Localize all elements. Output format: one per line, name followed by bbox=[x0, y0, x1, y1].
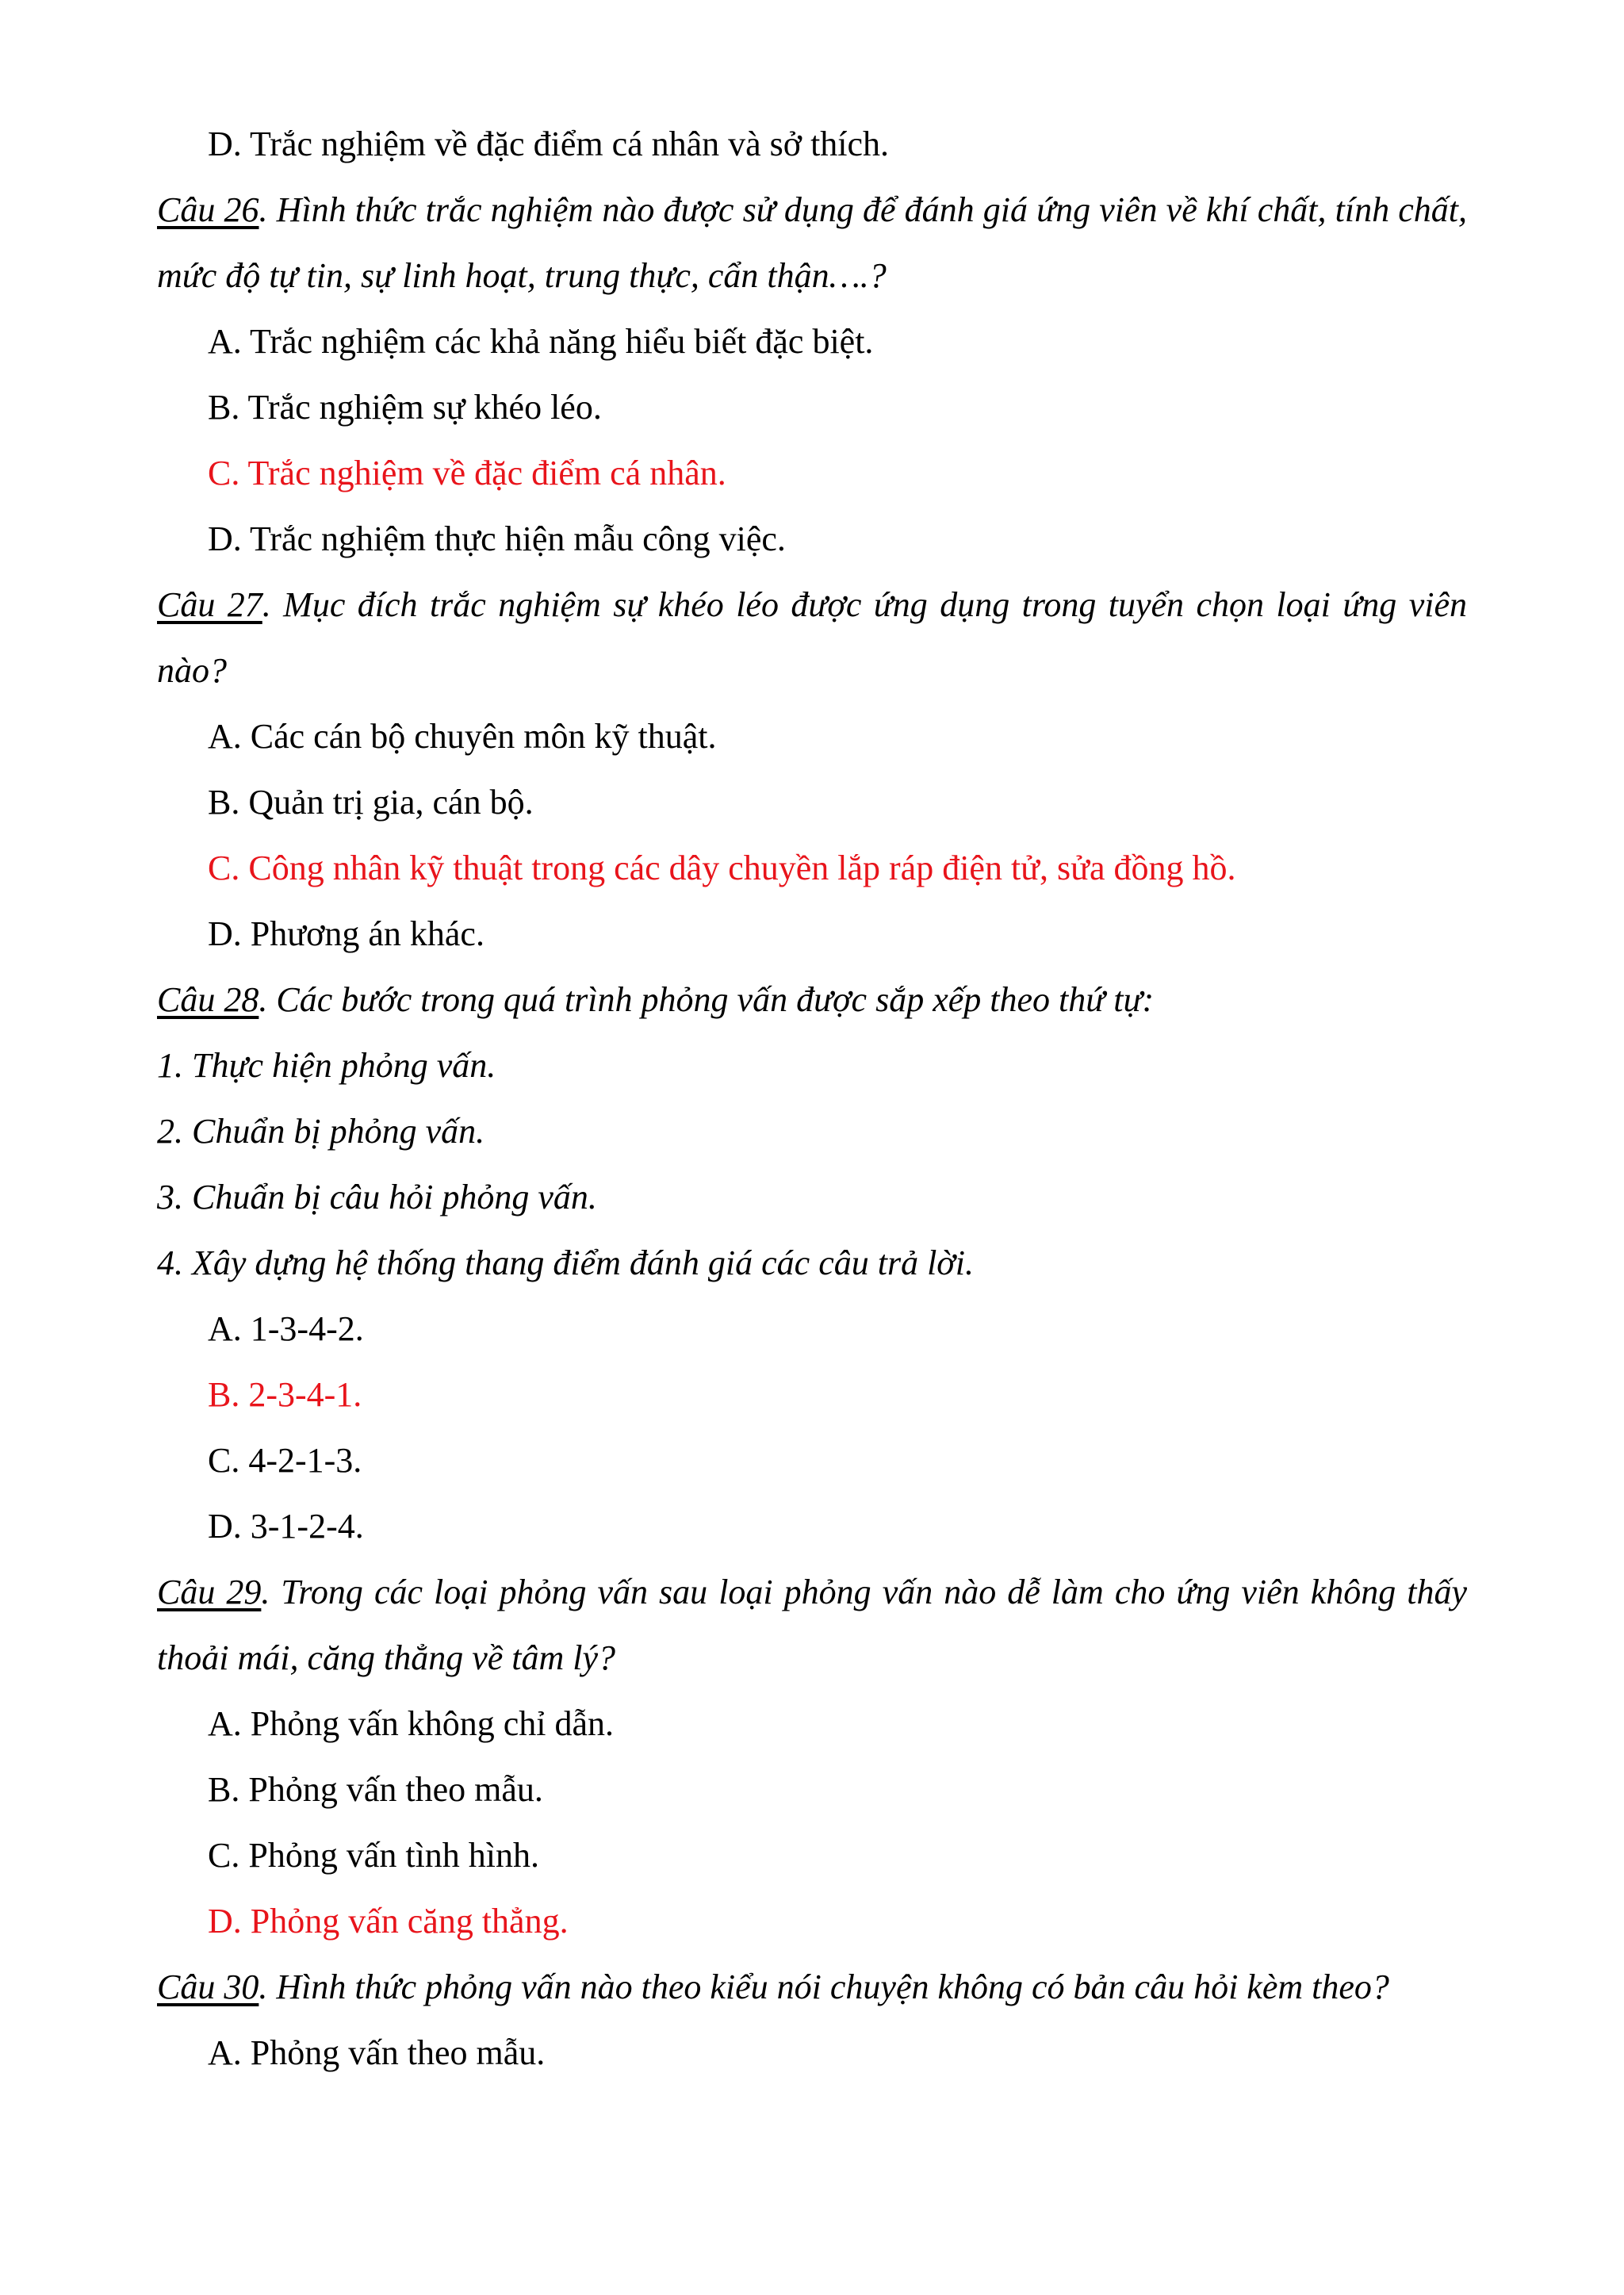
document-page bbox=[157, 111, 1467, 2086]
option-a: A. Các cán bộ chuyên môn kỹ thuật. bbox=[208, 717, 717, 756]
step-item-2: 2. Chuẩn bị phỏng vấn. bbox=[157, 1112, 485, 1151]
option-d: D. Trắc nghiệm thực hiện mẫu công việc. bbox=[208, 519, 786, 558]
option-b: B. Trắc nghiệm sự khéo léo. bbox=[208, 388, 602, 427]
question-27 bbox=[157, 572, 1467, 703]
question-28 bbox=[157, 967, 1467, 1033]
option-c-correct: C. Trắc nghiệm về đặc điểm cá nhân. bbox=[208, 454, 726, 492]
question-text: . Hình thức phỏng vấn nào theo kiểu nói chuyện không có bản câu hỏi kèm theo? bbox=[259, 1967, 1389, 2006]
question-text: . Trong các loại phỏng vấn sau loại phỏng vấn nào dễ làm cho ứng viên không thấy thoải mái, căng thẳng về tâm lý? bbox=[157, 1573, 1467, 1677]
question-text: . Hình thức trắc nghiệm nào được sử dụng để đánh giá ứng viên về khí chất, tính chất, mức độ tự tin, sự linh hoạt, trung thực, cẩn thận….? bbox=[157, 190, 1467, 295]
question-number: Câu 28 bbox=[157, 980, 259, 1019]
question-30 bbox=[157, 1954, 1467, 2020]
question-text: . Mục đích trắc nghiệm sự khéo léo được ứng dụng trong tuyển chọn loại ứng viên nào? bbox=[157, 585, 1467, 690]
question-29 bbox=[157, 1559, 1467, 1691]
step-item-3: 3. Chuẩn bị câu hỏi phỏng vấn. bbox=[157, 1178, 597, 1216]
question-number: Câu 29 bbox=[157, 1573, 262, 1611]
option-a: A. 1-3-4-2. bbox=[208, 1309, 364, 1348]
option-c: C. Phỏng vấn tình hình. bbox=[208, 1836, 540, 1875]
step-item-4: 4. Xây dựng hệ thống thang điểm đánh giá các câu trả lời. bbox=[157, 1243, 975, 1282]
option-c-correct: C. Công nhân kỹ thuật trong các dây chuyền lắp ráp điện tử, sửa đồng hồ. bbox=[208, 849, 1236, 887]
option-a: A. Phỏng vấn theo mẫu. bbox=[208, 2033, 546, 2072]
question-26 bbox=[157, 177, 1467, 308]
option-b-correct: B. 2-3-4-1. bbox=[208, 1375, 362, 1414]
question-text: . Các bước trong quá trình phỏng vấn được sắp xếp theo thứ tự: bbox=[259, 980, 1155, 1019]
option-d-q25: D. Trắc nghiệm về đặc điểm cá nhân và sở thích. bbox=[208, 125, 890, 163]
question-number: Câu 26 bbox=[157, 190, 259, 229]
option-b: B. Phỏng vấn theo mẫu. bbox=[208, 1770, 543, 1809]
option-d: D. Phương án khác. bbox=[208, 914, 485, 953]
option-a: A. Phỏng vấn không chỉ dẫn. bbox=[208, 1704, 615, 1743]
step-item-1: 1. Thực hiện phỏng vấn. bbox=[157, 1046, 496, 1085]
question-number: Câu 27 bbox=[157, 585, 262, 624]
option-c: C. 4-2-1-3. bbox=[208, 1441, 362, 1480]
option-d: D. 3-1-2-4. bbox=[208, 1507, 364, 1546]
option-d-correct: D. Phỏng vấn căng thẳng. bbox=[208, 1902, 569, 1941]
question-number: Câu 30 bbox=[157, 1967, 259, 2006]
option-a: A. Trắc nghiệm các khả năng hiểu biết đặc biệt. bbox=[208, 322, 874, 361]
option-b: B. Quản trị gia, cán bộ. bbox=[208, 783, 534, 822]
